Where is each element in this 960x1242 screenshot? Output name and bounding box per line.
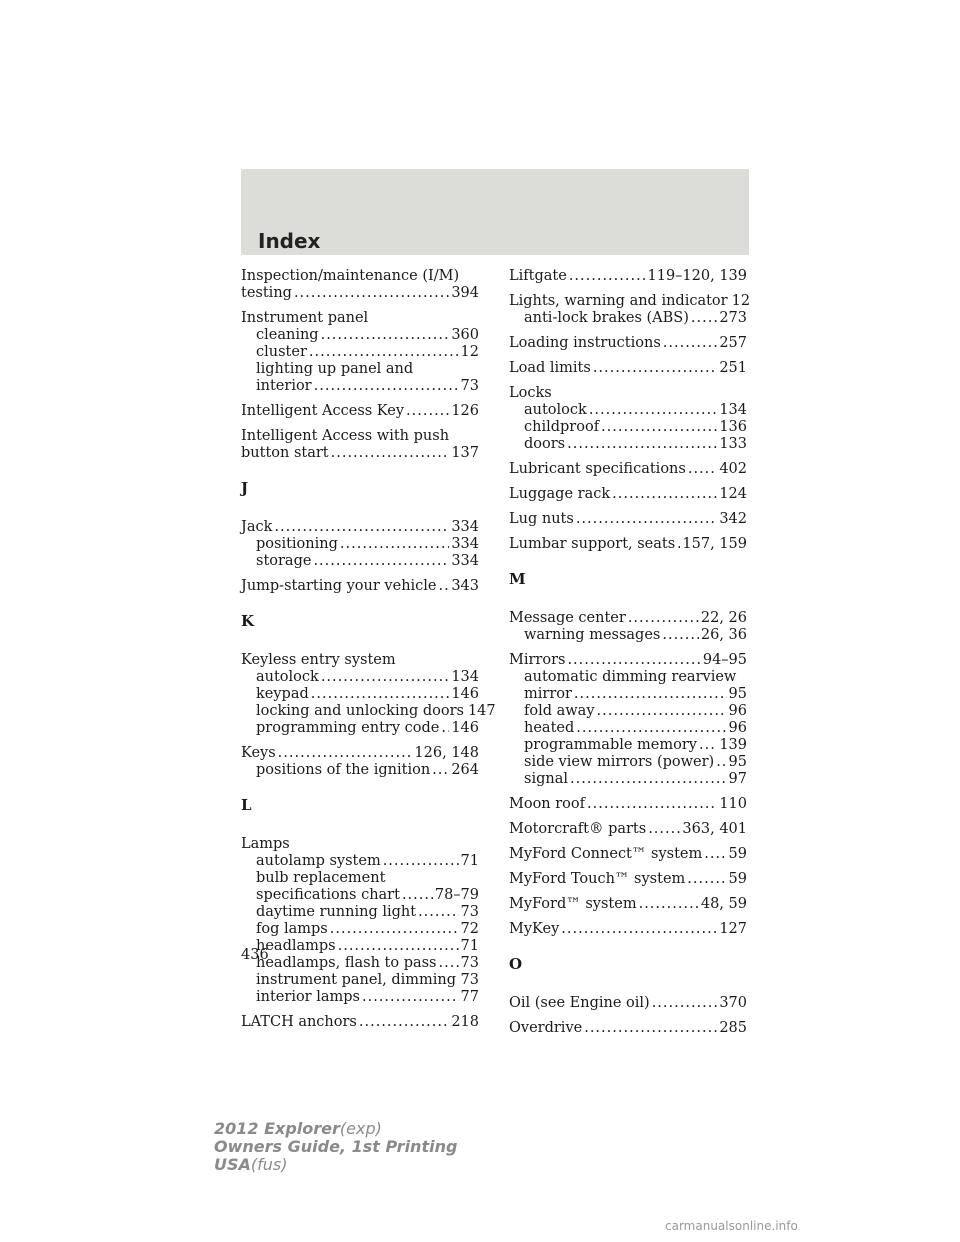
index-term-line: [241, 836, 479, 853]
page-reference: 136: [719, 419, 747, 435]
page-reference: 71: [460, 938, 479, 954]
index-term: interior: [256, 378, 312, 394]
index-subentry: [241, 344, 479, 361]
index-subentry: [241, 989, 479, 1006]
dot-leader: [402, 887, 433, 904]
index-term: button start: [241, 445, 329, 461]
page-reference: 394: [451, 285, 479, 301]
index-subentry: [241, 938, 479, 955]
index-term: daytime running light: [256, 904, 417, 920]
index-subentry: [241, 720, 479, 737]
index-term: anti-lock brakes (ABS): [524, 310, 689, 326]
index-term-line: [241, 652, 479, 669]
footer-model: 2012 Explorer: [214, 1119, 340, 1138]
index-term: doors: [524, 436, 566, 452]
page-reference: 147: [467, 703, 496, 719]
dot-leader: [587, 796, 717, 813]
index-term: Mirrors: [509, 652, 566, 668]
index-subentry: [509, 310, 747, 327]
index-entry: [241, 578, 479, 595]
dot-leader: [570, 771, 727, 788]
page-reference: 133: [719, 436, 747, 452]
dot-leader: [699, 737, 717, 754]
index-term-line: [509, 461, 747, 478]
page-reference: 257: [719, 335, 747, 351]
dot-leader: [330, 921, 459, 938]
dot-leader: [338, 938, 459, 955]
page-reference: 59: [728, 871, 747, 887]
index-term: Lug nuts: [509, 511, 574, 527]
index-term-line: [241, 310, 479, 327]
page-reference: 342: [719, 511, 747, 527]
index-term: Intelligent Access Key: [241, 403, 405, 419]
dot-leader: [567, 652, 700, 669]
watermark: carmanualsonline.info: [665, 1219, 798, 1233]
index-entry: [509, 268, 747, 285]
index-term: LATCH anchors: [241, 1014, 357, 1030]
index-entry: [509, 995, 747, 1012]
dot-leader: [406, 403, 449, 420]
index-subentry: [241, 853, 479, 870]
index-subentry: [241, 870, 479, 887]
dot-leader: [691, 310, 717, 327]
index-term: automatic dimming rearview: [524, 669, 737, 685]
index-term: MyFord Touch™ system: [509, 871, 686, 887]
page-reference: 12: [460, 344, 479, 360]
page-reference: 334: [451, 519, 479, 535]
index-term: Intelligent Access with push: [241, 428, 450, 444]
index-term: specifications chart: [256, 887, 400, 903]
index-term: cluster: [256, 344, 307, 360]
index-term: Inspection/maintenance (I/M): [241, 268, 460, 284]
index-entry: [509, 511, 747, 528]
dot-leader: [677, 536, 680, 553]
dot-leader: [441, 720, 449, 737]
index-subentry: [241, 361, 479, 378]
page-reference: 59: [728, 846, 747, 862]
index-entry: [241, 836, 479, 1006]
index-term: Lumbar support, seats: [509, 536, 676, 552]
index-subentry: [241, 378, 479, 395]
index-term: positions of the ignition: [256, 762, 431, 778]
index-entry: [241, 745, 479, 779]
index-term-line: [509, 293, 751, 310]
dot-leader: [662, 627, 699, 644]
index-term: Luggage rack: [509, 486, 611, 502]
index-term-line: [241, 268, 479, 285]
index-subentry: [241, 887, 479, 904]
index-entry: [509, 461, 747, 478]
index-subentry: [509, 737, 747, 754]
dot-leader: [589, 402, 717, 419]
index-term-line: [509, 871, 747, 888]
page-reference: 134: [719, 402, 747, 418]
index-term-line: [241, 519, 479, 536]
index-term: Overdrive: [509, 1020, 583, 1036]
dot-leader: [574, 686, 727, 703]
index-term: programming entry code: [256, 720, 440, 736]
index-subentry: [241, 972, 479, 989]
page-reference: 96: [728, 703, 747, 719]
index-term: storage: [256, 553, 312, 569]
index-subentry: [241, 703, 496, 720]
dot-leader: [593, 360, 717, 377]
page-reference: 22, 26: [700, 610, 747, 626]
dot-leader: [716, 754, 726, 771]
page-reference: 146: [451, 686, 479, 702]
page-reference: 95: [728, 754, 747, 770]
index-term-line: [241, 578, 479, 595]
index-term-line: [241, 445, 479, 462]
index-term: Message center: [509, 610, 626, 626]
page-reference: 94–95: [702, 652, 747, 668]
index-term-line: [509, 1020, 747, 1037]
dot-leader: [648, 821, 680, 838]
dot-leader: [567, 436, 717, 453]
index-subentry: [241, 904, 479, 921]
page-reference: 12: [731, 293, 751, 309]
dot-leader: [628, 610, 699, 627]
dot-leader: [576, 511, 718, 528]
index-letter-heading: M: [509, 570, 526, 588]
dot-leader: [383, 853, 459, 870]
page-reference: 343: [451, 578, 479, 594]
dot-leader: [601, 419, 717, 436]
index-column-right: [509, 268, 751, 1045]
dot-leader: [576, 720, 726, 737]
index-term: fog lamps: [256, 921, 328, 937]
index-term: positioning: [256, 536, 338, 552]
index-entry: [509, 360, 747, 377]
index-entry: [509, 486, 747, 503]
index-term: Lamps: [241, 836, 290, 852]
index-entry: [509, 536, 747, 553]
index-term: Oil (see Engine oil): [509, 995, 650, 1011]
index-letter-heading: K: [241, 612, 255, 630]
footer-market-code: (fus): [250, 1155, 288, 1174]
page-reference: 119–120, 139: [647, 268, 747, 284]
index-term: signal: [524, 771, 568, 787]
index-entry: [241, 403, 479, 420]
index-term: keypad: [256, 686, 309, 702]
dot-leader: [458, 972, 459, 989]
index-entry: [509, 846, 747, 863]
index-subentry: [241, 955, 479, 972]
page-reference: 126, 148: [414, 745, 479, 761]
page-reference: 273: [719, 310, 747, 326]
page-reference: 134: [451, 669, 479, 685]
dot-leader: [663, 335, 718, 352]
index-subentry: [241, 536, 479, 553]
index-term-line: [509, 921, 747, 938]
index-term-line: [509, 796, 747, 813]
index-entry: [509, 871, 747, 888]
index-term-line: [509, 846, 747, 863]
dot-leader: [313, 553, 449, 570]
page-reference: 73: [460, 904, 479, 920]
index-term-line: [509, 652, 747, 669]
index-entry: [509, 896, 747, 913]
page-reference: 285: [719, 1020, 747, 1036]
index-term: Lubricant specifications: [509, 461, 686, 477]
index-term: side view mirrors (power): [524, 754, 715, 770]
page-reference: 110: [719, 796, 747, 812]
index-subentry: [241, 921, 479, 938]
dot-leader: [311, 686, 450, 703]
dot-leader: [321, 327, 450, 344]
index-term: Jack: [241, 519, 273, 535]
index-term: Motorcraft® parts: [509, 821, 647, 837]
index-term: locking and unlocking doors: [256, 703, 464, 719]
index-term: Liftgate: [509, 268, 567, 284]
index-term: Lights, warning and indicator: [509, 293, 728, 309]
index-term-line: [509, 268, 747, 285]
dot-leader: [362, 989, 459, 1006]
index-term: autolock: [256, 669, 319, 685]
page-reference: 73: [460, 972, 479, 988]
page-reference: 72: [460, 921, 479, 937]
index-entry: [509, 796, 747, 813]
index-column-left: [241, 268, 496, 1039]
index-term-line: [509, 385, 747, 402]
index-subentry: [509, 703, 747, 720]
index-letter-heading: J: [241, 479, 249, 497]
index-term-line: [509, 821, 747, 838]
index-term-line: [509, 995, 747, 1012]
page-reference: 363, 401: [682, 821, 747, 837]
index-entry: [509, 1020, 747, 1037]
index-term: Load limits: [509, 360, 591, 376]
page-reference: 360: [451, 327, 479, 343]
index-entry: [241, 1014, 479, 1031]
page-reference: 48, 59: [700, 896, 747, 912]
index-term: testing: [241, 285, 292, 301]
dot-leader: [331, 445, 450, 462]
index-term-line: [241, 745, 479, 762]
index-term: fold away: [524, 703, 595, 719]
footer-market: USA: [214, 1155, 251, 1174]
dot-leader: [612, 486, 717, 503]
index-term: autolamp system: [256, 853, 381, 869]
footer-model-code: (exp): [339, 1119, 382, 1138]
dot-leader: [561, 921, 717, 938]
page-reference: 96: [728, 720, 747, 736]
index-term-line: [509, 360, 747, 377]
index-subentry: [509, 436, 747, 453]
index-term: Loading instructions: [509, 335, 661, 351]
page-reference: 146: [451, 720, 479, 736]
page-reference: 139: [719, 737, 747, 753]
page-reference: 73: [460, 378, 479, 394]
index-term-line: [509, 610, 747, 627]
dot-leader: [597, 703, 727, 720]
dot-leader: [652, 995, 718, 1012]
dot-leader: [687, 871, 726, 888]
page-reference: 218: [451, 1014, 479, 1030]
index-entry: [509, 921, 747, 938]
page-reference: 124: [719, 486, 747, 502]
page-reference: 137: [451, 445, 479, 461]
index-subentry: [509, 686, 747, 703]
index-term-line: [241, 403, 479, 420]
page-reference: 370: [719, 995, 747, 1011]
index-term-line: [509, 486, 747, 503]
index-term: Keys: [241, 745, 276, 761]
index-term: Keyless entry system: [241, 652, 396, 668]
dot-leader: [704, 846, 726, 863]
index-term: interior lamps: [256, 989, 360, 1005]
index-entry: [241, 428, 479, 462]
dot-leader: [432, 762, 449, 779]
index-term: cleaning: [256, 327, 319, 343]
index-subentry: [241, 553, 479, 570]
index-entry: [509, 385, 747, 453]
page-reference: 71: [460, 853, 479, 869]
index-term: lighting up panel and: [256, 361, 414, 377]
index-subentry: [241, 762, 479, 779]
index-subentry: [509, 627, 747, 644]
page-reference: 127: [719, 921, 747, 937]
index-term-line: [509, 511, 747, 528]
index-entry: [509, 293, 751, 327]
index-subentry: [509, 669, 747, 686]
page-reference: 97: [728, 771, 747, 787]
index-entry: [509, 610, 747, 644]
index-subentry: [509, 402, 747, 419]
page-reference: 26, 36: [700, 627, 747, 643]
dot-leader: [418, 904, 458, 921]
dot-leader: [569, 268, 646, 285]
index-term-line: [509, 335, 747, 352]
page-reference: 251: [719, 360, 747, 376]
footer-edition: Owners Guide, 1st Printing: [214, 1137, 458, 1156]
dot-leader: [294, 285, 449, 302]
index-term-line: [241, 285, 479, 302]
index-term: Moon roof: [509, 796, 586, 812]
page-reference: 77: [460, 989, 479, 1005]
page-reference: 95: [728, 686, 747, 702]
index-entry: [509, 652, 747, 788]
page-title: Index: [258, 229, 321, 253]
page-reference: 157, 159: [682, 536, 747, 552]
dot-leader: [340, 536, 449, 553]
index-entry: [241, 519, 479, 570]
index-entry: [241, 652, 496, 737]
index-term: instrument panel, dimming: [256, 972, 456, 988]
index-entry: [509, 335, 747, 352]
index-subentry: [509, 720, 747, 737]
page-number: 436: [241, 947, 269, 963]
index-term: bulb replacement: [256, 870, 386, 886]
index-term: headlamps: [256, 938, 336, 954]
page-reference: 78–79: [434, 887, 479, 903]
index-term: programmable memory: [524, 737, 697, 753]
index-subentry: [241, 669, 479, 686]
index-term-line: [509, 896, 747, 913]
dot-leader: [278, 745, 413, 762]
index-term: Jump-starting your vehicle: [241, 578, 437, 594]
index-term-line: [509, 536, 747, 553]
index-term: MyFord™ system: [509, 896, 637, 912]
index-term-line: [241, 428, 479, 445]
index-term: heated: [524, 720, 575, 736]
index-term: childproof: [524, 419, 600, 435]
index-subentry: [241, 686, 479, 703]
index-subentry: [509, 754, 747, 771]
index-entry: [241, 310, 479, 395]
page-reference: 402: [719, 461, 747, 477]
dot-leader: [688, 461, 717, 478]
index-term: Instrument panel: [241, 310, 369, 326]
page-reference: 264: [451, 762, 479, 778]
index-letter-heading: L: [241, 796, 252, 814]
index-term: MyFord Connect™ system: [509, 846, 703, 862]
dot-leader: [359, 1014, 449, 1031]
footer-imprint: [214, 1120, 457, 1174]
index-term: mirror: [524, 686, 572, 702]
page-reference: 334: [451, 536, 479, 552]
page-reference: 334: [451, 553, 479, 569]
index-subentry: [509, 419, 747, 436]
dot-leader: [321, 669, 449, 686]
dot-leader: [639, 896, 699, 913]
dot-leader: [314, 378, 459, 395]
dot-leader: [584, 1020, 717, 1037]
index-entry: [509, 821, 747, 838]
index-term: Locks: [509, 385, 552, 401]
page-reference: 126: [451, 403, 479, 419]
index-term: autolock: [524, 402, 587, 418]
index-term: headlamps, flash to pass: [256, 955, 437, 971]
index-term: warning messages: [524, 627, 661, 643]
page-reference: 73: [460, 955, 479, 971]
dot-leader: [309, 344, 459, 361]
dot-leader: [439, 955, 459, 972]
dot-leader: [439, 578, 450, 595]
index-subentry: [509, 771, 747, 788]
index-term-line: [241, 1014, 479, 1031]
index-letter-heading: O: [509, 955, 523, 973]
index-entry: [241, 268, 479, 302]
index-subentry: [241, 327, 479, 344]
dot-leader: [274, 519, 449, 536]
index-term: MyKey: [509, 921, 560, 937]
